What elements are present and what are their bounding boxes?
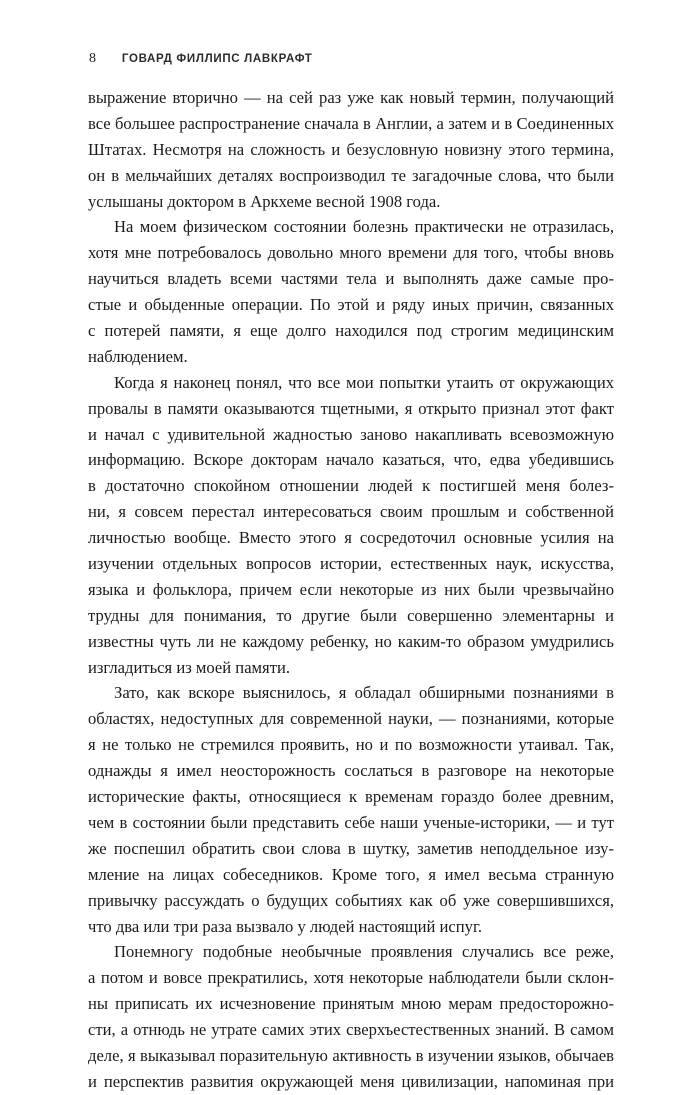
text-line: чем в состоянии были представить себе наши ученые-историки, — и тут bbox=[88, 812, 614, 832]
text-line: мление на лицах собеседников. Кроме того, я имел весьма странную bbox=[88, 864, 614, 884]
text-line: Понемногу подобные необычные проявления случались все реже, bbox=[114, 942, 614, 962]
paragraph bbox=[88, 680, 614, 939]
text-line: что два или три раза вызвало у людей настоящий испуг. bbox=[88, 916, 483, 936]
text-line: все большее распространение сначала в Англии, а затем и в Соединенных bbox=[88, 113, 614, 133]
text-line: научиться владеть всеми частями тела и выполнять даже самые про- bbox=[88, 269, 614, 289]
text-line: Зато, как вскоре выяснилось, я обладал обширными познаниями в bbox=[114, 683, 614, 703]
text-line: На моем физическом состоянии болезнь практически не отразилась, bbox=[114, 217, 614, 237]
text-line: привычку рассуждать о будущих событиях как об уже совершившихся, bbox=[88, 890, 614, 910]
text-line: провалы в памяти оказываются тщетными, я открыто признал этот факт bbox=[88, 398, 614, 418]
text-line: деле, я выказывал поразительную активность в изучении языков, обычаев bbox=[88, 1045, 614, 1065]
text-line: Когда я наконец понял, что все мои попытки утаить от окружающих bbox=[114, 372, 614, 392]
running-header bbox=[89, 49, 619, 69]
text-line: услышаны доктором в Аркхеме весной 1908 года. bbox=[88, 191, 441, 211]
page-number: 8 bbox=[89, 51, 96, 66]
text-line: личностью вообще. Вместо этого я сосредоточил основные усилия на bbox=[88, 528, 614, 548]
text-line: языка и фольклора, причем если некоторые из них были чрезвычайно bbox=[88, 579, 614, 599]
paragraph bbox=[88, 85, 614, 214]
text-line: сти, а отнюдь не утрате самих этих сверхъестественных знаний. В самом bbox=[88, 1020, 614, 1040]
text-line: с потерей памяти, я еще долго находился под строгим медицинским bbox=[88, 321, 614, 341]
text-line: и перспектив развития окружающей меня цивилизации, напоминая при bbox=[88, 1071, 614, 1091]
text-line: же поспешил обратить свои слова в шутку, заметив неподдельное изу- bbox=[88, 838, 614, 858]
text-line: областях, недоступных для современной науки, — познаниями, которые bbox=[88, 709, 614, 729]
running-title: ГОВАРД ФИЛЛИПС ЛАВКРАФТ bbox=[121, 53, 313, 65]
text-line: он в мельчайших деталях воспроизводил те загадочные слова, что были bbox=[88, 165, 614, 185]
text-line: однажды я имел неосторожность сослаться в разговоре на некоторые bbox=[88, 761, 614, 781]
paragraph bbox=[88, 370, 614, 681]
text-line: исторические факты, относящиеся к временам гораздо более древним, bbox=[88, 787, 614, 807]
text-line: я не только не стремился проявить, но и по возможности утаивал. Так, bbox=[88, 735, 614, 755]
text-line: стые и обыденные операции. По этой и ряду иных причин, связанных bbox=[88, 295, 614, 315]
text-line: известны чуть ли не каждому ребенку, но каким-то образом умудрились bbox=[88, 631, 614, 651]
text-line: хотя мне потребовалось довольно много времени для того, чтобы вновь bbox=[88, 243, 614, 263]
text-line: и начал с удивительной жадностью заново накапливать всевозможную bbox=[88, 424, 614, 444]
text-line: ны приписать их исчезновение принятым мною мерам предосторожно- bbox=[88, 994, 614, 1014]
text-line: трудны для понимания, то другие были совершенно элементарны и bbox=[88, 605, 614, 625]
text-line: выражение вторично — на сей раз уже как новый термин, получающий bbox=[88, 88, 614, 107]
text-line: в достаточно спокойном отношении людей к постигшей меня болез- bbox=[88, 476, 614, 496]
text-line: а потом и вовсе прекратились, хотя некоторые наблюдатели были склон- bbox=[88, 968, 614, 988]
text-line: наблюдением. bbox=[88, 346, 188, 366]
text-line: изгладиться из моей памяти. bbox=[88, 657, 290, 677]
paragraph bbox=[88, 214, 614, 369]
text-line: ни, я совсем перестал интересоваться своим прошлым и собственной bbox=[88, 502, 614, 522]
text-line: изучении отдельных вопросов истории, естественных наук, искусства, bbox=[88, 554, 614, 574]
paragraph bbox=[88, 939, 614, 1094]
text-line: Штатах. Несмотря на сложность и безусловную новизну этого термина, bbox=[88, 139, 614, 159]
text-line: информацию. Вскоре докторам начало казаться, что, едва убедившись bbox=[88, 450, 614, 470]
body-text bbox=[88, 85, 614, 1095]
